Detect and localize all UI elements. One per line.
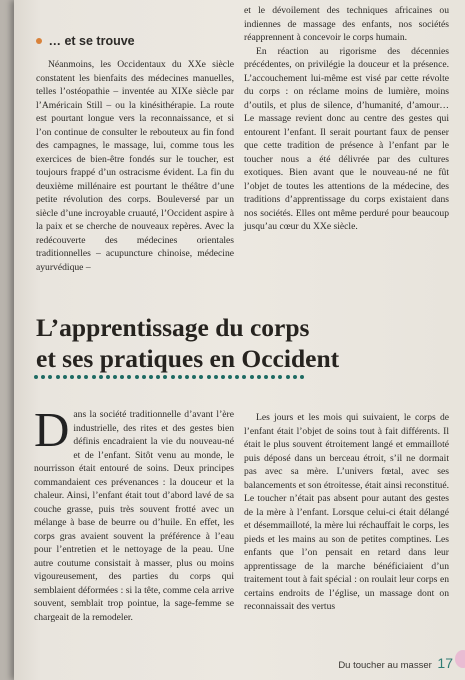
divider-dot [242,375,246,379]
divider-dot [84,375,88,379]
divider-dot [286,375,290,379]
drop-cap: D [34,402,70,457]
bottom-left-paragraph [34,402,234,624]
divider-dot [300,375,304,379]
divider-dot [120,375,124,379]
divider-dot [271,375,275,379]
section-title-line-2: et ses pratiques en Occident [36,344,340,373]
divider-dot [207,375,211,379]
divider-dot [228,375,232,379]
divider-dot [48,375,52,379]
book-page [14,0,465,680]
section-subhead [36,34,135,48]
bottom-left-column [34,402,234,624]
divider-dot [41,375,45,379]
top-left-paragraph: Néanmoins, les Occidentaux du XXe siècle constatent les bienfaits des médecines manuelles, telles l’ostéopathie – inventée au XIXe siècle par l’Américain Still – ou la kinésithérapie. La route est pourtant longue vers la reconnaissance, et si l’on continue de consulter le rebouteux au fin fond des campagnes, le massage, lui, comme tous les exercices de bien-être fondés sur le toucher, est toujours frappé d’un ostracisme évident. La fin du deuxième millénaire est pourtant le théâtre d’une petite révolution des corps. Bouleversé par un siècle d’une incroyable cruauté, l’Occident aspire à la paix et se cherche de nouveaux repères. Avec la redécouverte des médecines orientales traditionnelles – acupuncture chinoise, médecine ayurvédique – [36,59,234,273]
top-right-column [244,4,449,234]
divider-dot [250,375,254,379]
bottom-right-paragraph: Les jours et les mois qui suivaient, le corps de l’enfant était l’objet de soins tout à fait différents. Il était le plus souvent étroitement langé et emmailloté puis déposé dans un berceau étroit, s’il ne dormait pas avec sa mère. L’univers fœtal, avec ses balancements et son étroitesse, était ainsi reconstitué. Le toucher n’était pas absent pour autant des gestes de la mère à l’enfant. Lorsque celui-ci était délangé et désemmailloté, la mère lui réchauffait le corps, les pieds et les mains au son de petites comptines. Les enfants que l’on pensait en retard dans leur apprentissage de la marche bénéficiaient d’un traitement tout à fait spécial : on roulait leur corps en certains endroits de l’église, un massage dont on reconnaissait des vertus [244,412,449,612]
divider-dot [163,375,167,379]
divider-dot [149,375,153,379]
bottom-right-column [244,411,449,614]
top-right-paragraph-2: En réaction au rigorisme des décennies précédentes, on privilégie la douceur et la présence. L’accouchement lui-même est visé par cette révolte du corps : on réclame moins de lumière, moins d’outils, et plus de silence, d’humanité, d’amour… Le massage revient donc au centre des gestes qui entourent l’enfant. Il serait pourtant faux de penser que cette tradition de présence à l’enfant par le toucher nous a été délivrée par des cultures exotiques. Bien avant que le nouveau-né ne fût l’objet de toutes les attentions de la médecine, des traditions d’apprentissage du corps existaient dans nos sociétés. Elles ont même perduré pour beaucoup jusqu’au cœur du XXe siècle. [244,45,449,232]
divider-dot [106,375,110,379]
divider-dot [70,375,74,379]
running-title: Du toucher au masser [338,660,432,671]
divider-dot [192,375,196,379]
dotted-divider [34,375,304,379]
corner-heart-icon [455,650,465,668]
divider-dot [63,375,67,379]
page-footer [338,655,453,671]
divider-dot [34,375,38,379]
divider-dot [214,375,218,379]
divider-dot [92,375,96,379]
divider-dot [199,375,203,379]
divider-dot [178,375,182,379]
divider-dot [142,375,146,379]
divider-dot [127,375,131,379]
divider-dot [278,375,282,379]
page-number: 17 [437,655,453,671]
divider-dot [264,375,268,379]
bullet-dot-icon [36,38,42,44]
divider-dot [171,375,175,379]
divider-dot [113,375,117,379]
divider-dot [257,375,261,379]
divider-dot [77,375,81,379]
section-title-line-1: L’apprentissage du corps [36,313,310,342]
divider-dot [185,375,189,379]
divider-dot [156,375,160,379]
top-left-column [36,58,234,274]
divider-dot [221,375,225,379]
section-title [36,312,456,374]
bottom-left-text: ans la société traditionnelle d’avant l’ère industrielle, des rites et des gestes bien définis encadraient la vie du nouveau-né et de l’enfant. Sitôt venu au monde, le nourrisson était entouré de soins. Deux principes commandaient ces prévenances : la douceur et la chaleur. Ainsi, l’enfant était tout d’abord lavé de sa couche grasse, puis très souvent frotté avec un mélange à base de beurre ou d’huile. En effet, les corps gras avaient souvent la préférence à l’eau pour l’entretien et le nettoyage de la peau. Une autre coutume consistait à masser, plus ou moins vigoureusement, des parties du corps qui semblaient déformées : si la tête, comme cela arrive souvent, semblait trop pointue, la sage-femme se chargeait de la remodeler. [34,409,234,623]
top-right-paragraph-1: et le dévoilement des techniques africaines ou indiennes de massage des enfants, nos sociétés réapprennent à concevoir le corps humain. [244,5,449,43]
divider-dot [293,375,297,379]
subhead-text: … et se trouve [48,34,135,48]
divider-dot [56,375,60,379]
divider-dot [135,375,139,379]
divider-dot [235,375,239,379]
divider-dot [99,375,103,379]
